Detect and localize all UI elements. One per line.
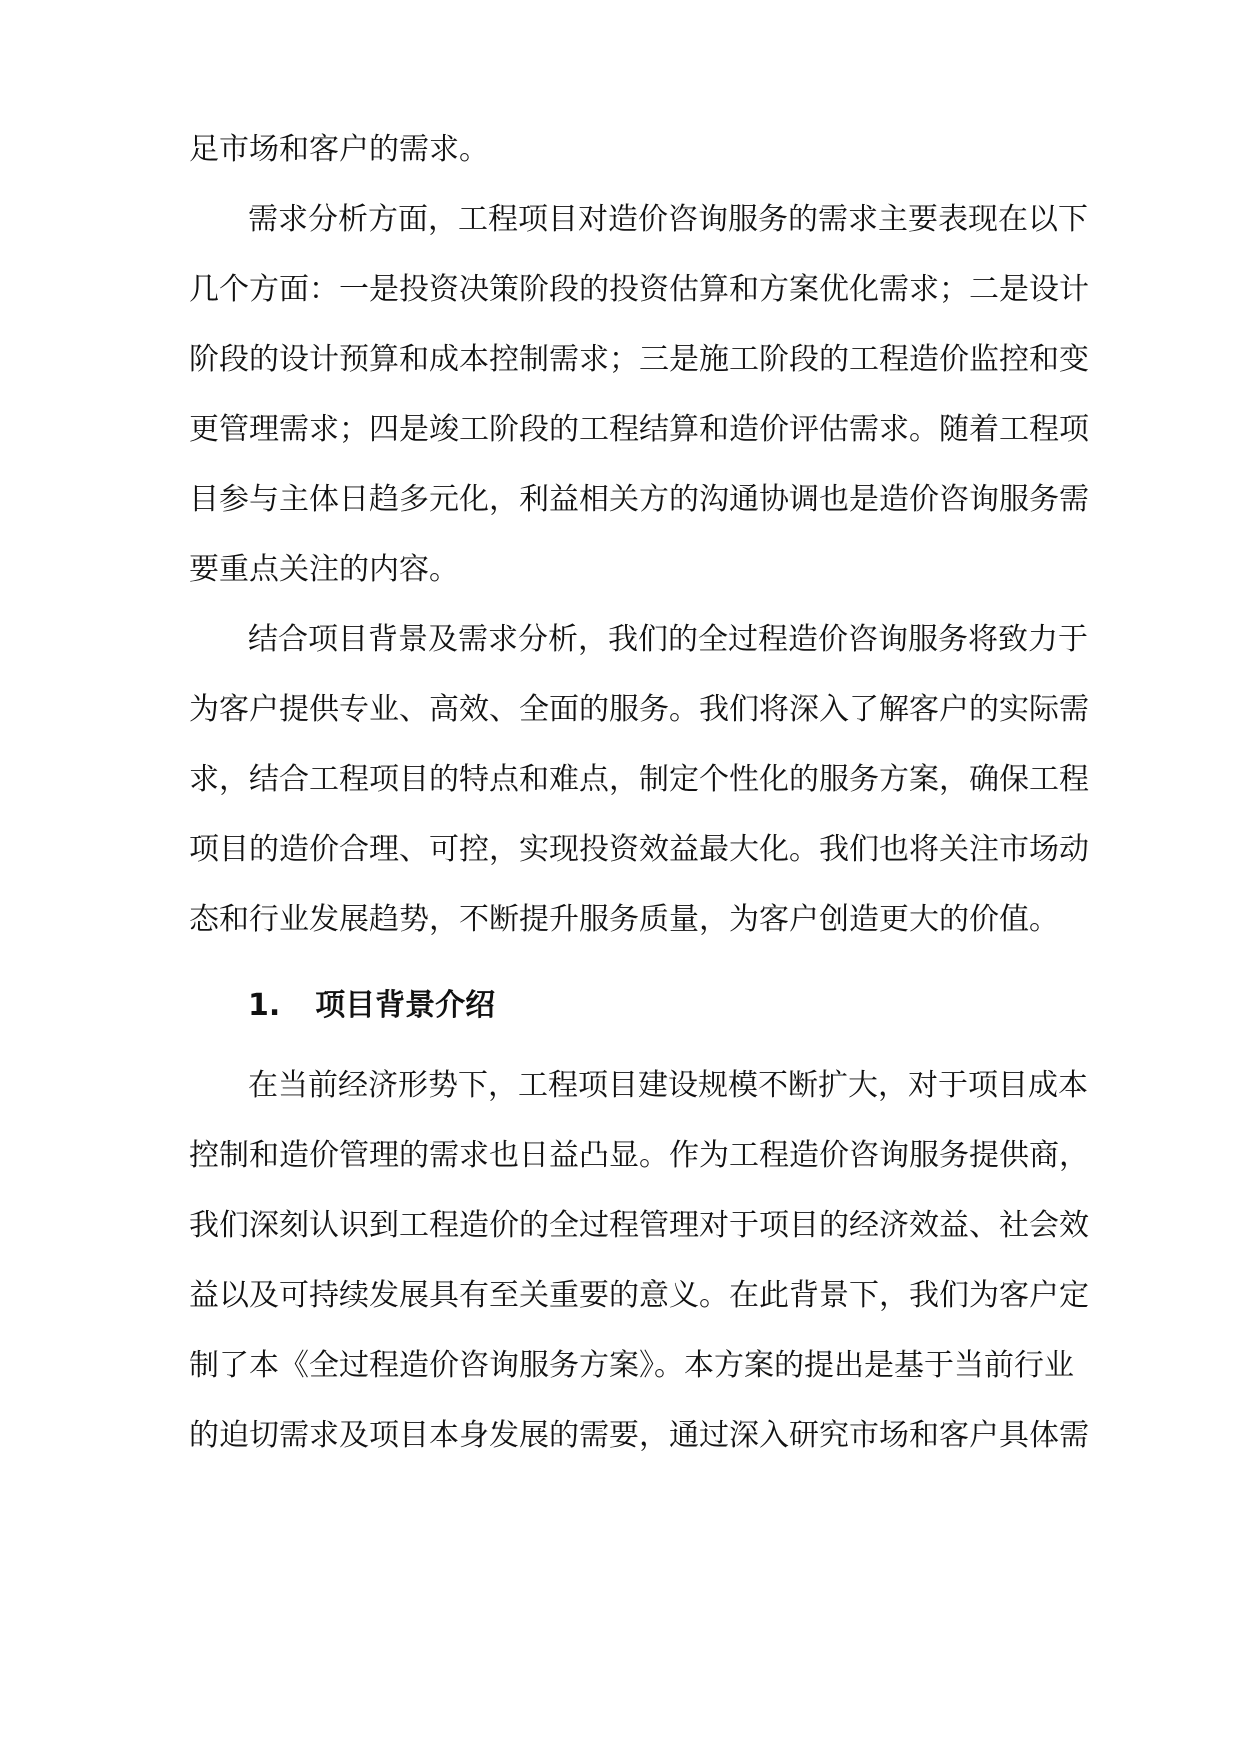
paragraph-line: 求，结合工程项目的特点和难点，制定个性化的服务方案，确保工程 bbox=[189, 762, 1089, 797]
paragraph-line: 制了本《全过程造价咨询服务方案》。本方案的提出是基于当前行业 bbox=[189, 1348, 1074, 1383]
paragraph-line: 我们深刻认识到工程造价的全过程管理对于项目的经济效益、社会效 bbox=[189, 1208, 1089, 1243]
paragraph-line: 更管理需求；四是竣工阶段的工程结算和造价评估需求。随着工程项 bbox=[189, 412, 1089, 447]
paragraph-line: 阶段的设计预算和成本控制需求；三是施工阶段的工程造价监控和变 bbox=[189, 342, 1089, 377]
section-heading bbox=[248, 984, 495, 1028]
paragraph-line: 需求分析方面，工程项目对造价咨询服务的需求主要表现在以下 bbox=[248, 202, 1088, 237]
heading-title: 项目背景介绍 bbox=[315, 988, 496, 1023]
paragraph-line: 要重点关注的内容。 bbox=[189, 552, 459, 587]
paragraph-line: 的迫切需求及项目本身发展的需要，通过深入研究市场和客户具体需 bbox=[189, 1418, 1089, 1453]
paragraph-line: 态和行业发展趋势，不断提升服务质量，为客户创造更大的价值。 bbox=[189, 902, 1059, 937]
paragraph-line: 为客户提供专业、高效、全面的服务。我们将深入了解客户的实际需 bbox=[189, 692, 1089, 727]
heading-number: 1. bbox=[248, 988, 281, 1023]
paragraph-line: 足市场和客户的需求。 bbox=[189, 132, 489, 167]
paragraph-line: 目参与主体日趋多元化，利益相关方的沟通协调也是造价咨询服务需 bbox=[189, 482, 1089, 517]
paragraph-line: 几个方面：一是投资决策阶段的投资估算和方案优化需求；二是设计 bbox=[189, 272, 1089, 307]
paragraph-line: 益以及可持续发展具有至关重要的意义。在此背景下，我们为客户定 bbox=[189, 1278, 1089, 1313]
paragraph-line: 结合项目背景及需求分析，我们的全过程造价咨询服务将致力于 bbox=[248, 622, 1088, 657]
paragraph-line: 项目的造价合理、可控，实现投资效益最大化。我们也将关注市场动 bbox=[189, 832, 1089, 867]
paragraph-line: 在当前经济形势下，工程项目建设规模不断扩大，对于项目成本 bbox=[248, 1068, 1088, 1103]
paragraph-line: 控制和造价管理的需求也日益凸显。作为工程造价咨询服务提供商， bbox=[189, 1138, 1089, 1173]
